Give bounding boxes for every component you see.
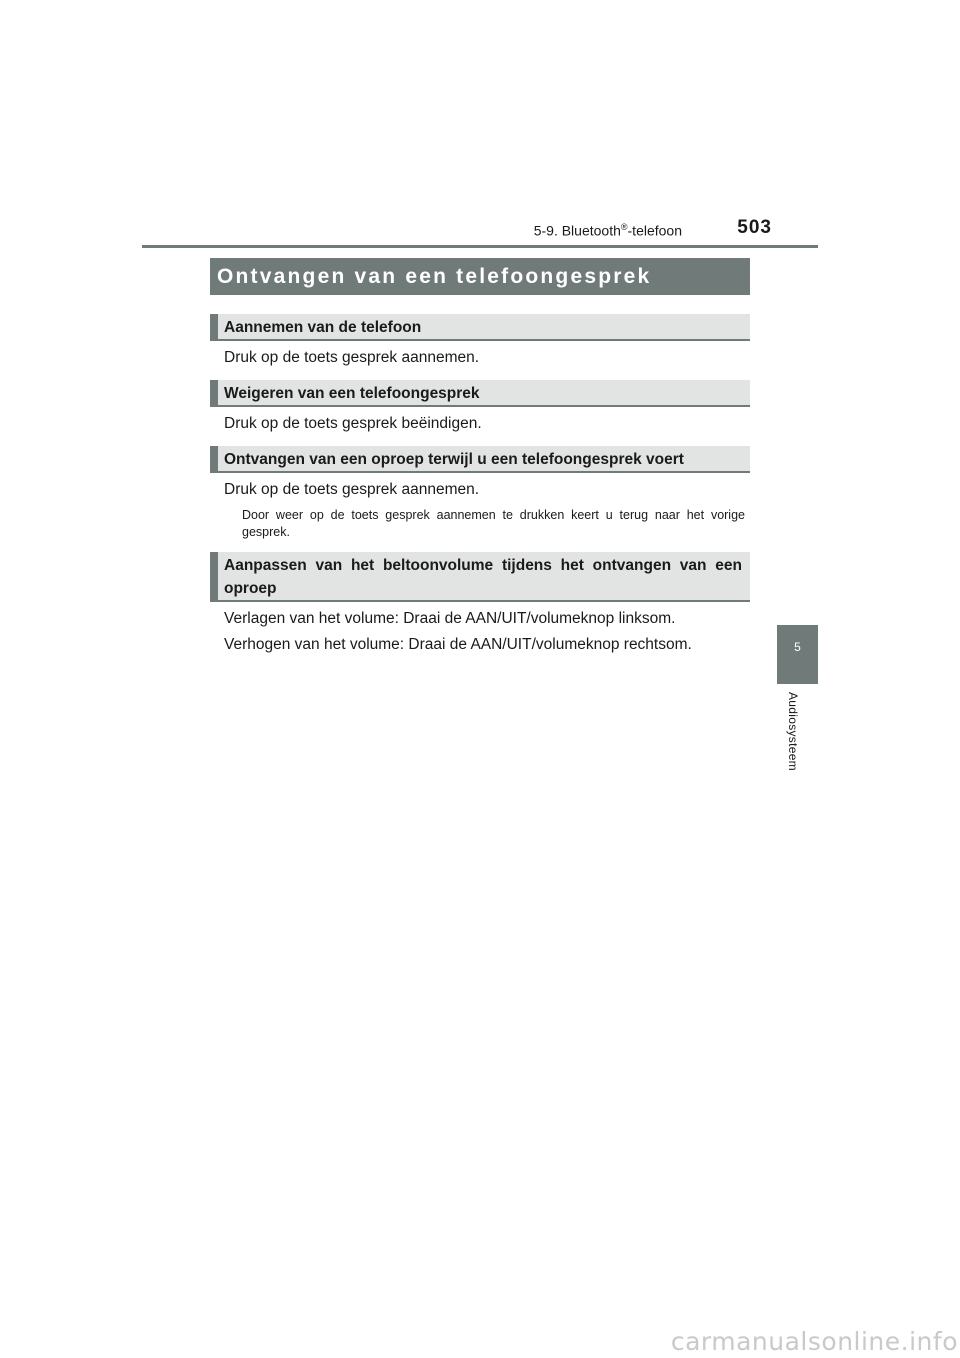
subheading-call-waiting: Ontvangen van een oproep terwijl u een telefoongesprek voert	[210, 446, 750, 473]
call-waiting-instruction: Druk op de toets gesprek aannemen.	[224, 481, 480, 498]
volume-decrease-instruction: Verlagen van het volume: Draai de AAN/UIT/volumeknop linksom.	[224, 610, 676, 627]
page-number: 503	[737, 217, 772, 238]
chapter-tab: 5	[777, 625, 818, 684]
main-title: Ontvangen van een telefoongesprek	[210, 258, 750, 295]
section-title: 5-9. Bluetooth®-telefoon	[533, 222, 682, 239]
subheading-reject: Weigeren van een telefoongesprek	[210, 380, 750, 407]
volume-increase-instruction: Verhogen van het volume: Draai de AAN/UIT/volumeknop rechtsom.	[224, 636, 692, 653]
chapter-label: Audiosysteem	[786, 692, 800, 771]
page-header	[142, 215, 818, 248]
subheading-ringtone-volume: Aanpassen van het beltoonvolume tijdens het ontvangen van een oproep	[210, 552, 750, 602]
call-waiting-note: Door weer op de toets gesprek aannemen te drukken keert u terug naar het vorige gesprek.	[242, 508, 745, 539]
answer-instruction: Druk op de toets gesprek aannemen.	[224, 349, 480, 366]
watermark: carmanualsonline.info	[670, 1327, 958, 1356]
subheading-answer: Aannemen van de telefoon	[210, 314, 750, 341]
reject-instruction: Druk op de toets gesprek beëindigen.	[224, 415, 482, 432]
